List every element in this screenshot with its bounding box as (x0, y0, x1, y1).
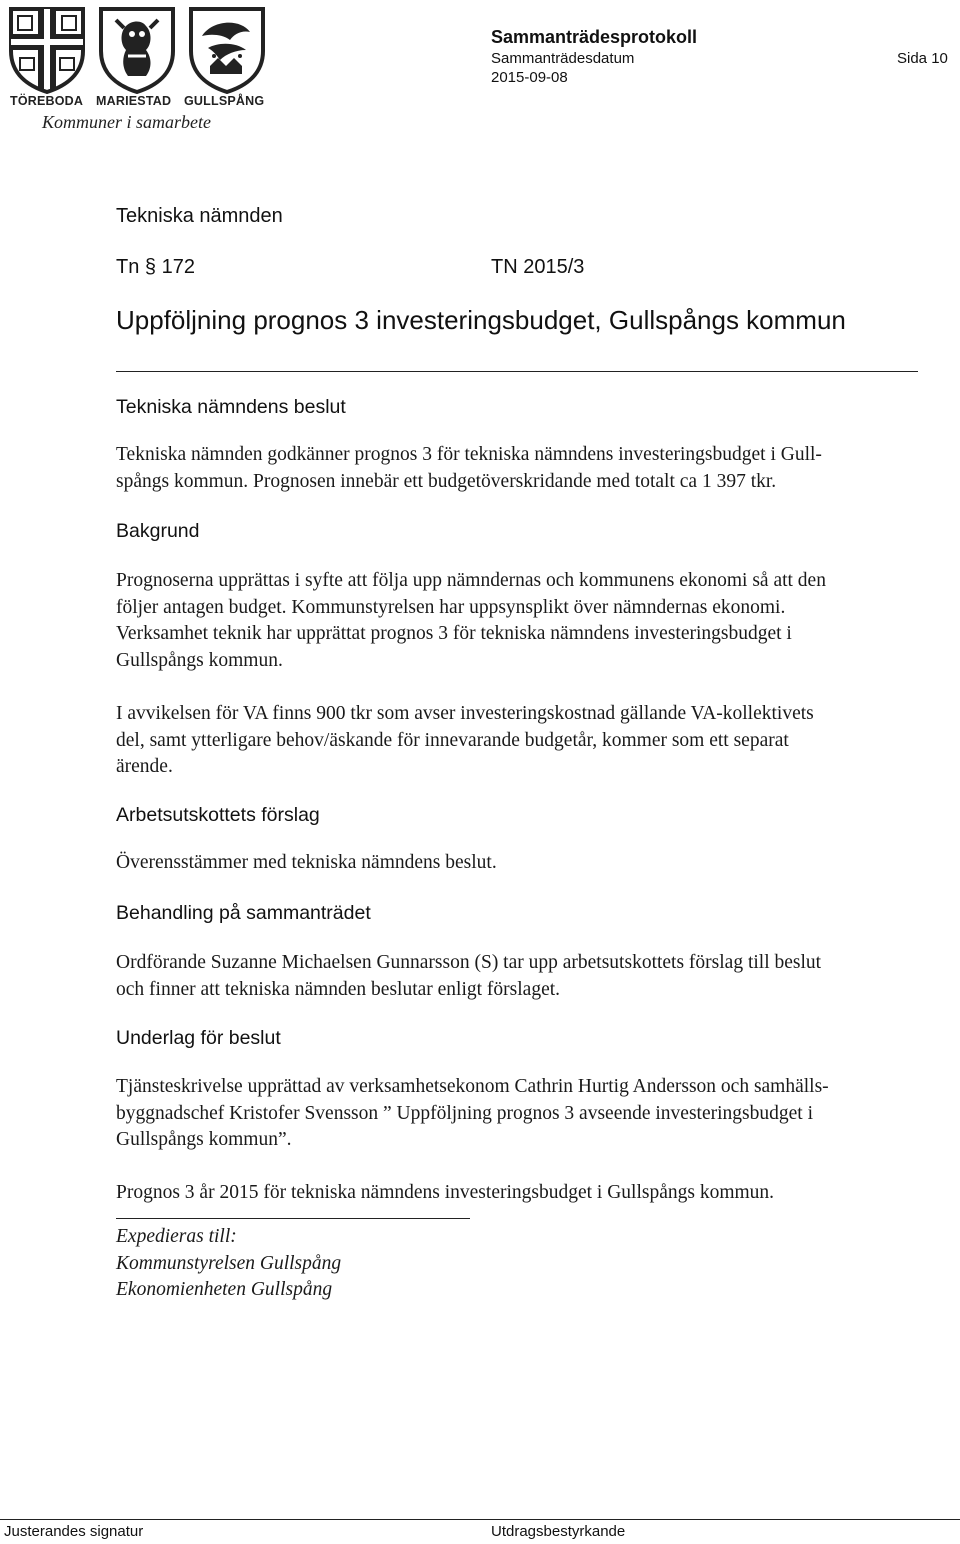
bakgrund-text (116, 568, 826, 674)
beslut-text (116, 442, 822, 495)
text-line: Tekniska nämnden godkänner prognos 3 för tekniska nämndens investeringsbudget i Gull- (116, 444, 822, 465)
meeting-date: 2015-09-08 (491, 69, 568, 86)
text-line: följer antagen budget. Kommunstyrelsen har uppsynsplikt över nämndernas ekonomi. (116, 596, 786, 618)
behandling-text (116, 950, 821, 1003)
paragraph-number: Tn § 172 (116, 256, 195, 278)
title-divider (116, 371, 918, 372)
underlag-text-2 (116, 1180, 774, 1207)
case-number: TN 2015/3 (491, 256, 585, 278)
text-line: Överensstämmer med tekniska nämndens beslut. (116, 852, 497, 873)
section-heading-underlag: Underlag för beslut (116, 1027, 281, 1049)
text-line: Gullspångs kommun. (116, 649, 283, 671)
text-line: Prognoserna upprättas i syfte att följa upp nämndernas och kommunens ekonomi så att den (116, 570, 826, 591)
section-heading-forslag: Arbetsutskottets förslag (116, 804, 320, 826)
meeting-date-label: Sammanträdesdatum (491, 50, 635, 67)
text-line: Gullspångs kommun”. (116, 1129, 292, 1150)
section-heading-bakgrund: Bakgrund (116, 520, 200, 542)
page-number: Sida 10 (897, 50, 948, 67)
bakgrund-text-2 (116, 701, 814, 781)
protocol-title: Sammanträdesprotokoll (491, 27, 698, 47)
logo-town-mariestad: MARIESTAD (96, 94, 172, 108)
mariestad-coat-of-arms (98, 6, 176, 94)
logo-town-toreboda: TÖREBODA (10, 94, 84, 108)
logo-tagline: Kommuner i samarbete (42, 112, 211, 132)
text-line: I avvikelsen för VA finns 900 tkr som avser investeringskostnad gällande VA-kollektivets (116, 703, 814, 724)
text-line: och finner att tekniska nämnden beslutar enligt förslaget. (116, 978, 561, 1000)
text-line: Prognos 3 år 2015 för tekniska nämndens investeringsbudget i Gullspångs kommun. (116, 1182, 775, 1203)
footer-divider (0, 1519, 960, 1520)
distribution-recipient: Ekonomienheten Gullspång (116, 1279, 333, 1300)
signature-label: Justerandes signatur (4, 1523, 144, 1540)
distribution-recipient: Kommunstyrelsen Gullspång (116, 1252, 342, 1274)
toreboda-coat-of-arms (8, 6, 86, 94)
municipal-logo (6, 2, 265, 132)
section-heading-beslut: Tekniska nämndens beslut (116, 396, 346, 418)
committee-name: Tekniska nämnden (116, 205, 283, 227)
text-line: Verksamhet teknik har upprättat prognos 3 för tekniska nämndens investeringsbudget i (116, 623, 792, 644)
gullspang-coat-of-arms (188, 6, 266, 94)
underlag-text (116, 1074, 829, 1154)
text-line: byggnadschef Kristofer Svensson ” Uppföljning prognos 3 avseende investeringsbudget i (116, 1102, 813, 1124)
distribution-label: Expedieras till: (116, 1226, 237, 1247)
text-line: Tjänsteskrivelse upprättad av verksamhetsekonom Cathrin Hurtig Andersson och samhälls- (116, 1076, 829, 1097)
logo-town-gullspang: GULLSPÅNG (184, 94, 265, 108)
text-line: ärende. (116, 756, 173, 777)
page-title: Uppföljning prognos 3 investeringsbudget, Gullspångs kommun (116, 305, 846, 335)
text-line: Ordförande Suzanne Michaelsen Gunnarsson (S) tar upp arbetsutskottets förslag till beslut (116, 952, 822, 973)
text-line: spångs kommun. Prognosen innebär ett budgetöverskridande med totalt ca 1 397 tkr. (116, 470, 777, 492)
text-line: del, samt ytterligare behov/äskande för innevarande budgetår, kommer som ett separat (116, 729, 789, 751)
expedieras-divider (116, 1218, 470, 1219)
section-heading-behandling: Behandling på sammanträdet (116, 902, 371, 924)
distribution-list (116, 1224, 341, 1304)
forslag-text (116, 850, 497, 877)
extract-certification-label: Utdragsbestyrkande (491, 1523, 626, 1540)
